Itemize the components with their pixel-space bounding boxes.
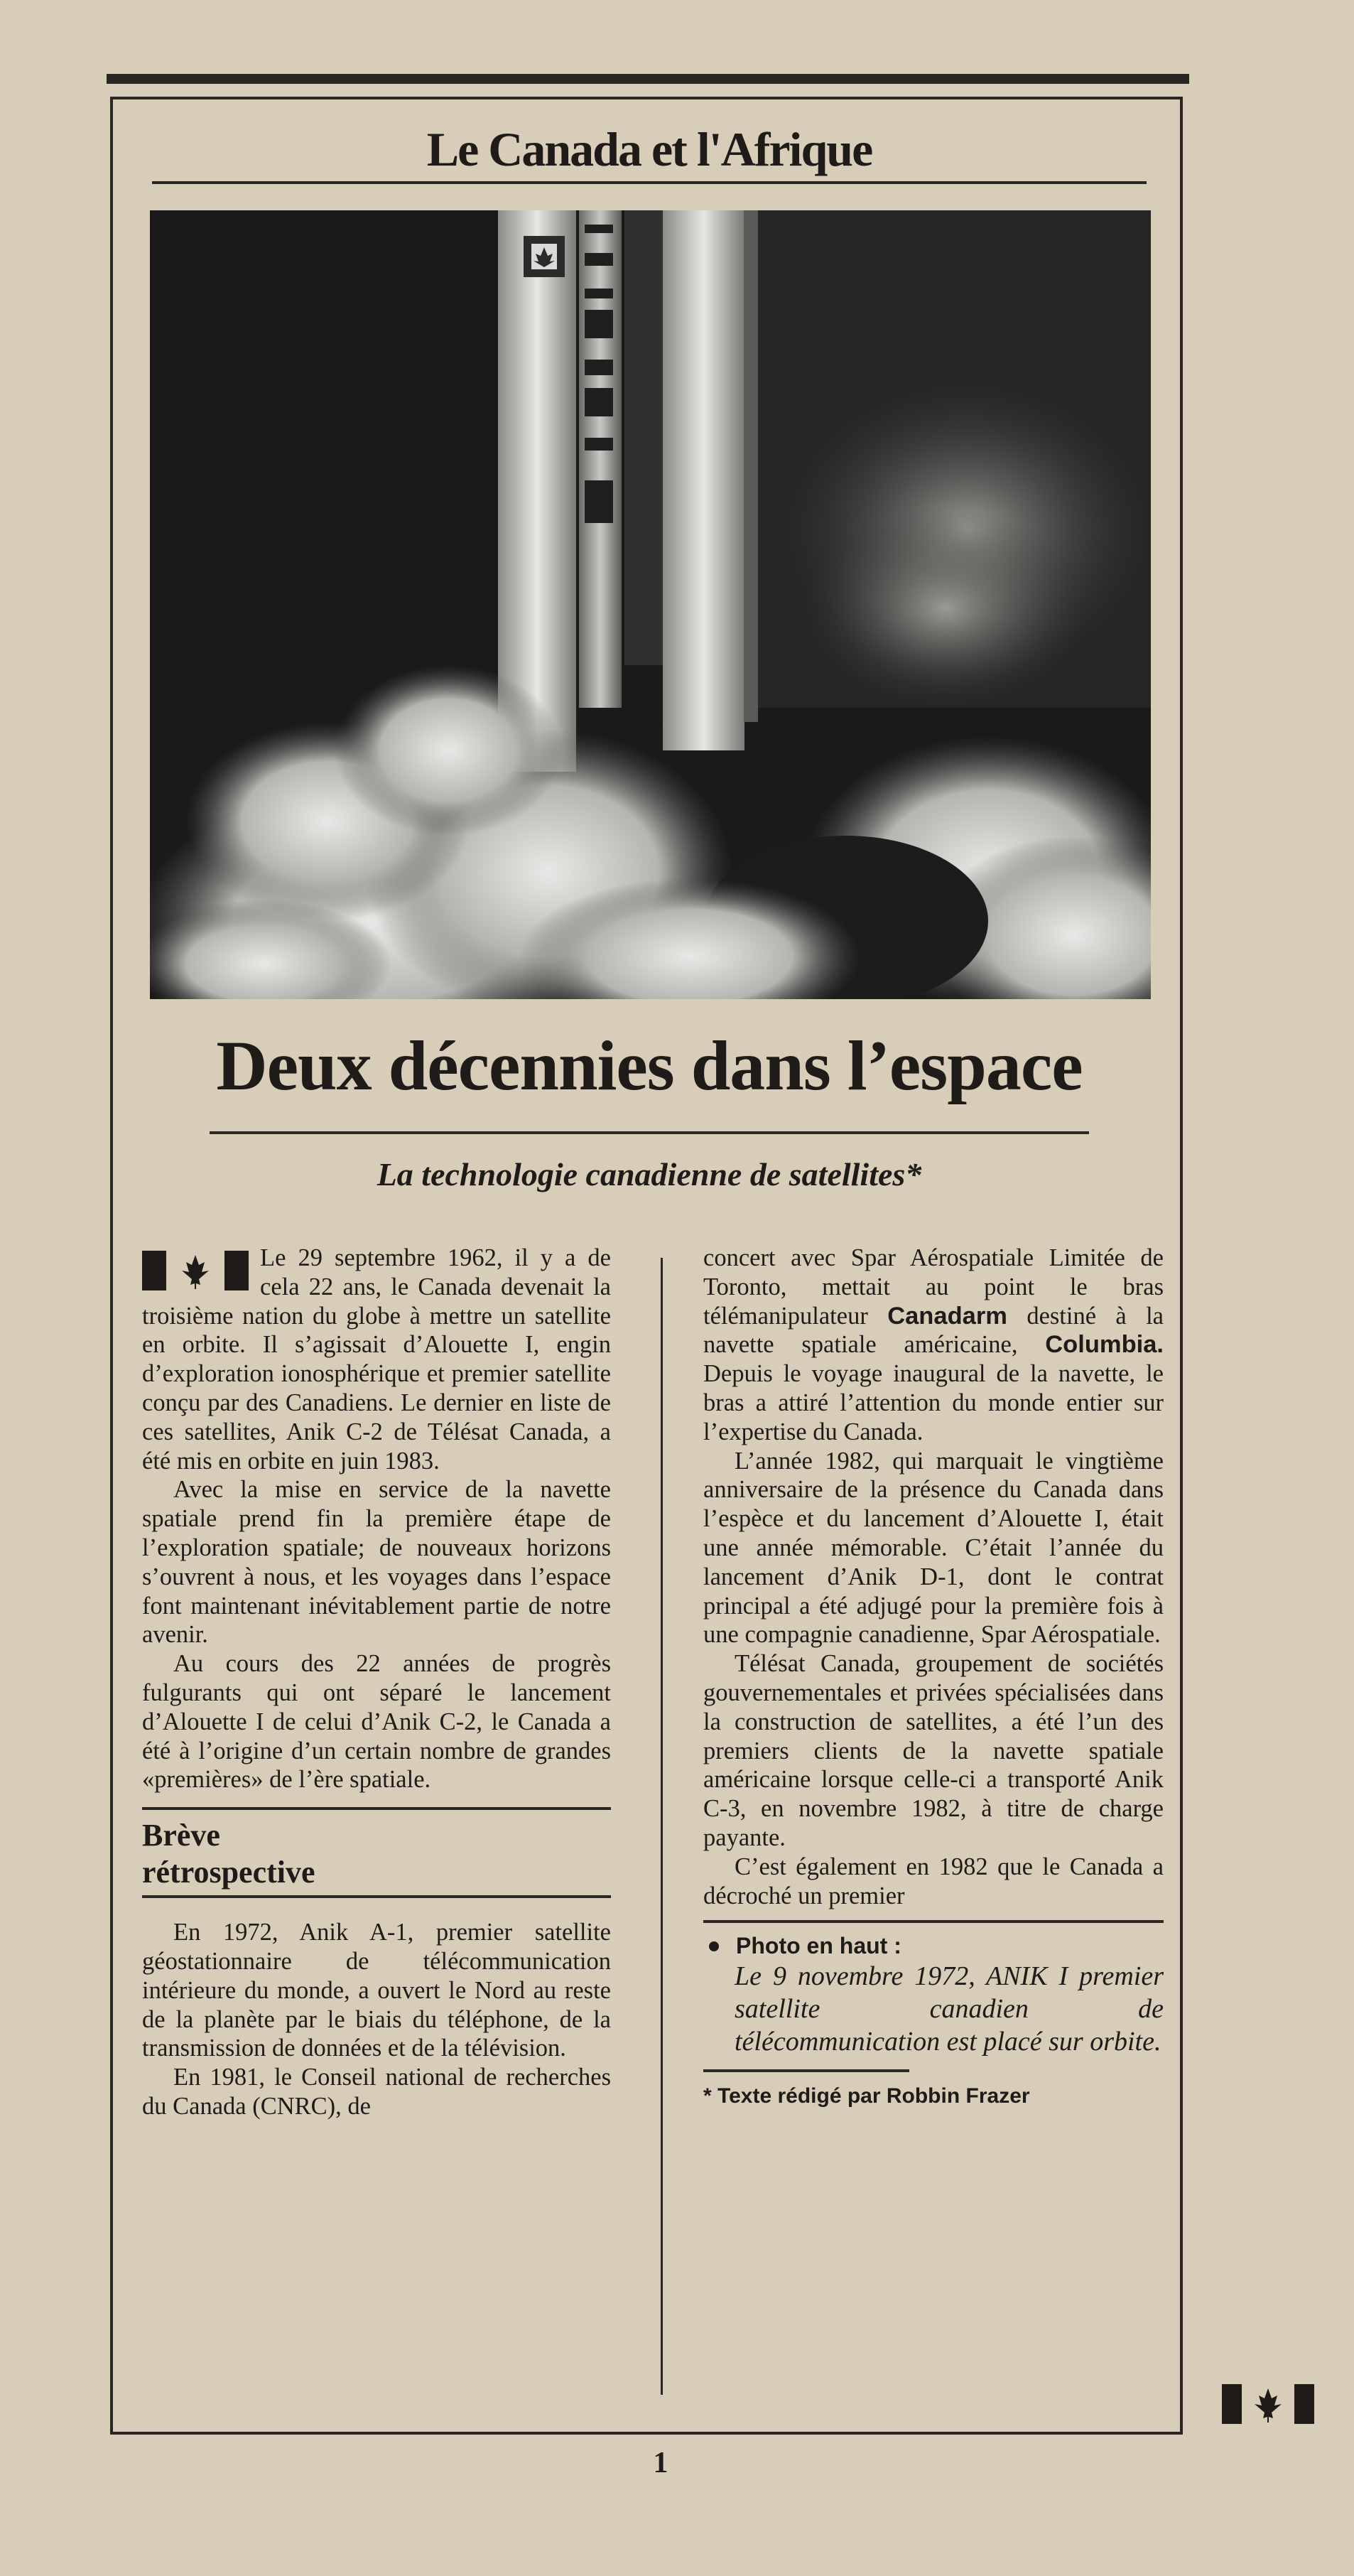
section-rule-top — [142, 1807, 611, 1810]
columbia-name: Columbia. — [1045, 1331, 1164, 1359]
paragraph-5: En 1981, le Conseil national de recherches du Canada (CNRC), de — [142, 2064, 611, 2120]
photo-note-text: Le 9 novembre 1972, ANIK I premier satellite canadien de télécommunication est placé sur orbite. — [735, 1961, 1164, 2057]
paragraph-2: Avec la mise en service de la navette spatiale prend fin la première étape de l’exploration spatiale; de nouveaux horizons s’ouvrent à nous, et les voyages dans l’espace font maintenant inévitablement partie de notre avenir. — [142, 1476, 611, 1649]
paragraph-1-text: Le 29 septembre 1962, il y a de cela 22 ans, le Canada devenait la troisième nation du globe à mettre un satellite en orbite. Il s’agissait d’Alouette I, engin d’exploration ionosphérique et premier satellite conçu par des Canadiens. Le dernier en liste de ces satellites, Anik C-2 de Télésat Canada, a été mis en orbite en juin 1983. — [142, 1244, 611, 1475]
photo-note-label — [703, 1931, 1164, 1960]
top-bar — [107, 74, 1189, 84]
paragraph-6-part-c: Depuis le voyage inaugural de la navette, le bras a attiré l’attention du monde entier sur l’expertise du Canada. — [703, 1360, 1164, 1445]
section-title-line-2: rétrospective — [142, 1855, 315, 1890]
paragraph-7: L’année 1982, qui marquait le vingtième anniversaire de la présence du Canada dans l’espèce et du lancement d’Alouette I, était une année mémorable. C’était l’année du lancement d’Anik D-1, dont le contrat principal a été adjugé pour la première fois à une compagnie canadienne, Spar Aérospatiale. — [703, 1447, 1164, 1649]
photo-note-label-text: Photo en haut : — [736, 1933, 901, 1959]
rocket-launch-photo — [150, 210, 1151, 999]
section-rule-bottom — [142, 1895, 611, 1898]
paragraph-3: Au cours des 22 années de progrès fulgurants qui ont séparé le lancement d’Alouette I de celui d’Anik C-2, le Canada a été à l’origine d’un certain nombre de grandes «premières» de l’ère spatiale. — [142, 1650, 611, 1794]
paragraph-4: En 1972, Anik A-1, premier satellite géostationnaire de télécommunication intérieure du monde, a ouvert le Nord au reste de la planète par le biais du téléphone, de la transmission de données et de la télévision. — [142, 1919, 611, 2062]
section-title — [142, 1817, 611, 1891]
paragraph-intro — [142, 1244, 611, 1475]
article-headline: Deux décennies dans l’espace — [216, 1026, 1083, 1105]
photo-note-rule — [703, 1920, 1164, 1923]
rocket-launch-illustration — [150, 210, 1151, 999]
bullet-icon — [709, 1941, 719, 1951]
author-credit: * Texte rédigé par Robbin Frazer — [703, 2084, 1030, 2108]
page-number: 1 — [653, 2447, 668, 2479]
paragraph-6-part-b: destiné à la navette spatiale américaine, — [703, 1302, 1164, 1359]
header-rule — [152, 181, 1147, 184]
article-column-right — [703, 1244, 1164, 2111]
headline-rule — [210, 1131, 1089, 1134]
column-divider — [661, 1258, 663, 2395]
paragraph-9: C’est également en 1982 que le Canada a décroché un premier — [703, 1853, 1164, 1909]
article-column-left — [142, 1244, 611, 2121]
paragraph-8: Télésat Canada, groupement de sociétés gouvernementales et privées spécialisées dans la construction de satellites, a été l’un des premiers clients de la navette spatiale américaine lorsque celle-ci a transporté Anik C-3, en novembre 1982, à titre de charge payante. — [703, 1650, 1164, 1851]
credit-rule — [703, 2069, 909, 2072]
section-title-line-1: Brève — [142, 1818, 220, 1853]
section-header: Le Canada et l'Afrique — [426, 122, 872, 176]
canada-flag-footer-icon — [1222, 2384, 1314, 2424]
canada-flag-icon — [142, 1251, 249, 1290]
paragraph-6 — [703, 1244, 1164, 1447]
paragraph-6-part-a: concert avec Spar Aérospatiale Limitée de Toronto, mettait au point le bras télémanipulateur — [703, 1244, 1164, 1330]
article-subtitle: La technologie canadienne de satellites* — [377, 1156, 922, 1192]
canadarm-name: Canadarm — [887, 1302, 1007, 1330]
